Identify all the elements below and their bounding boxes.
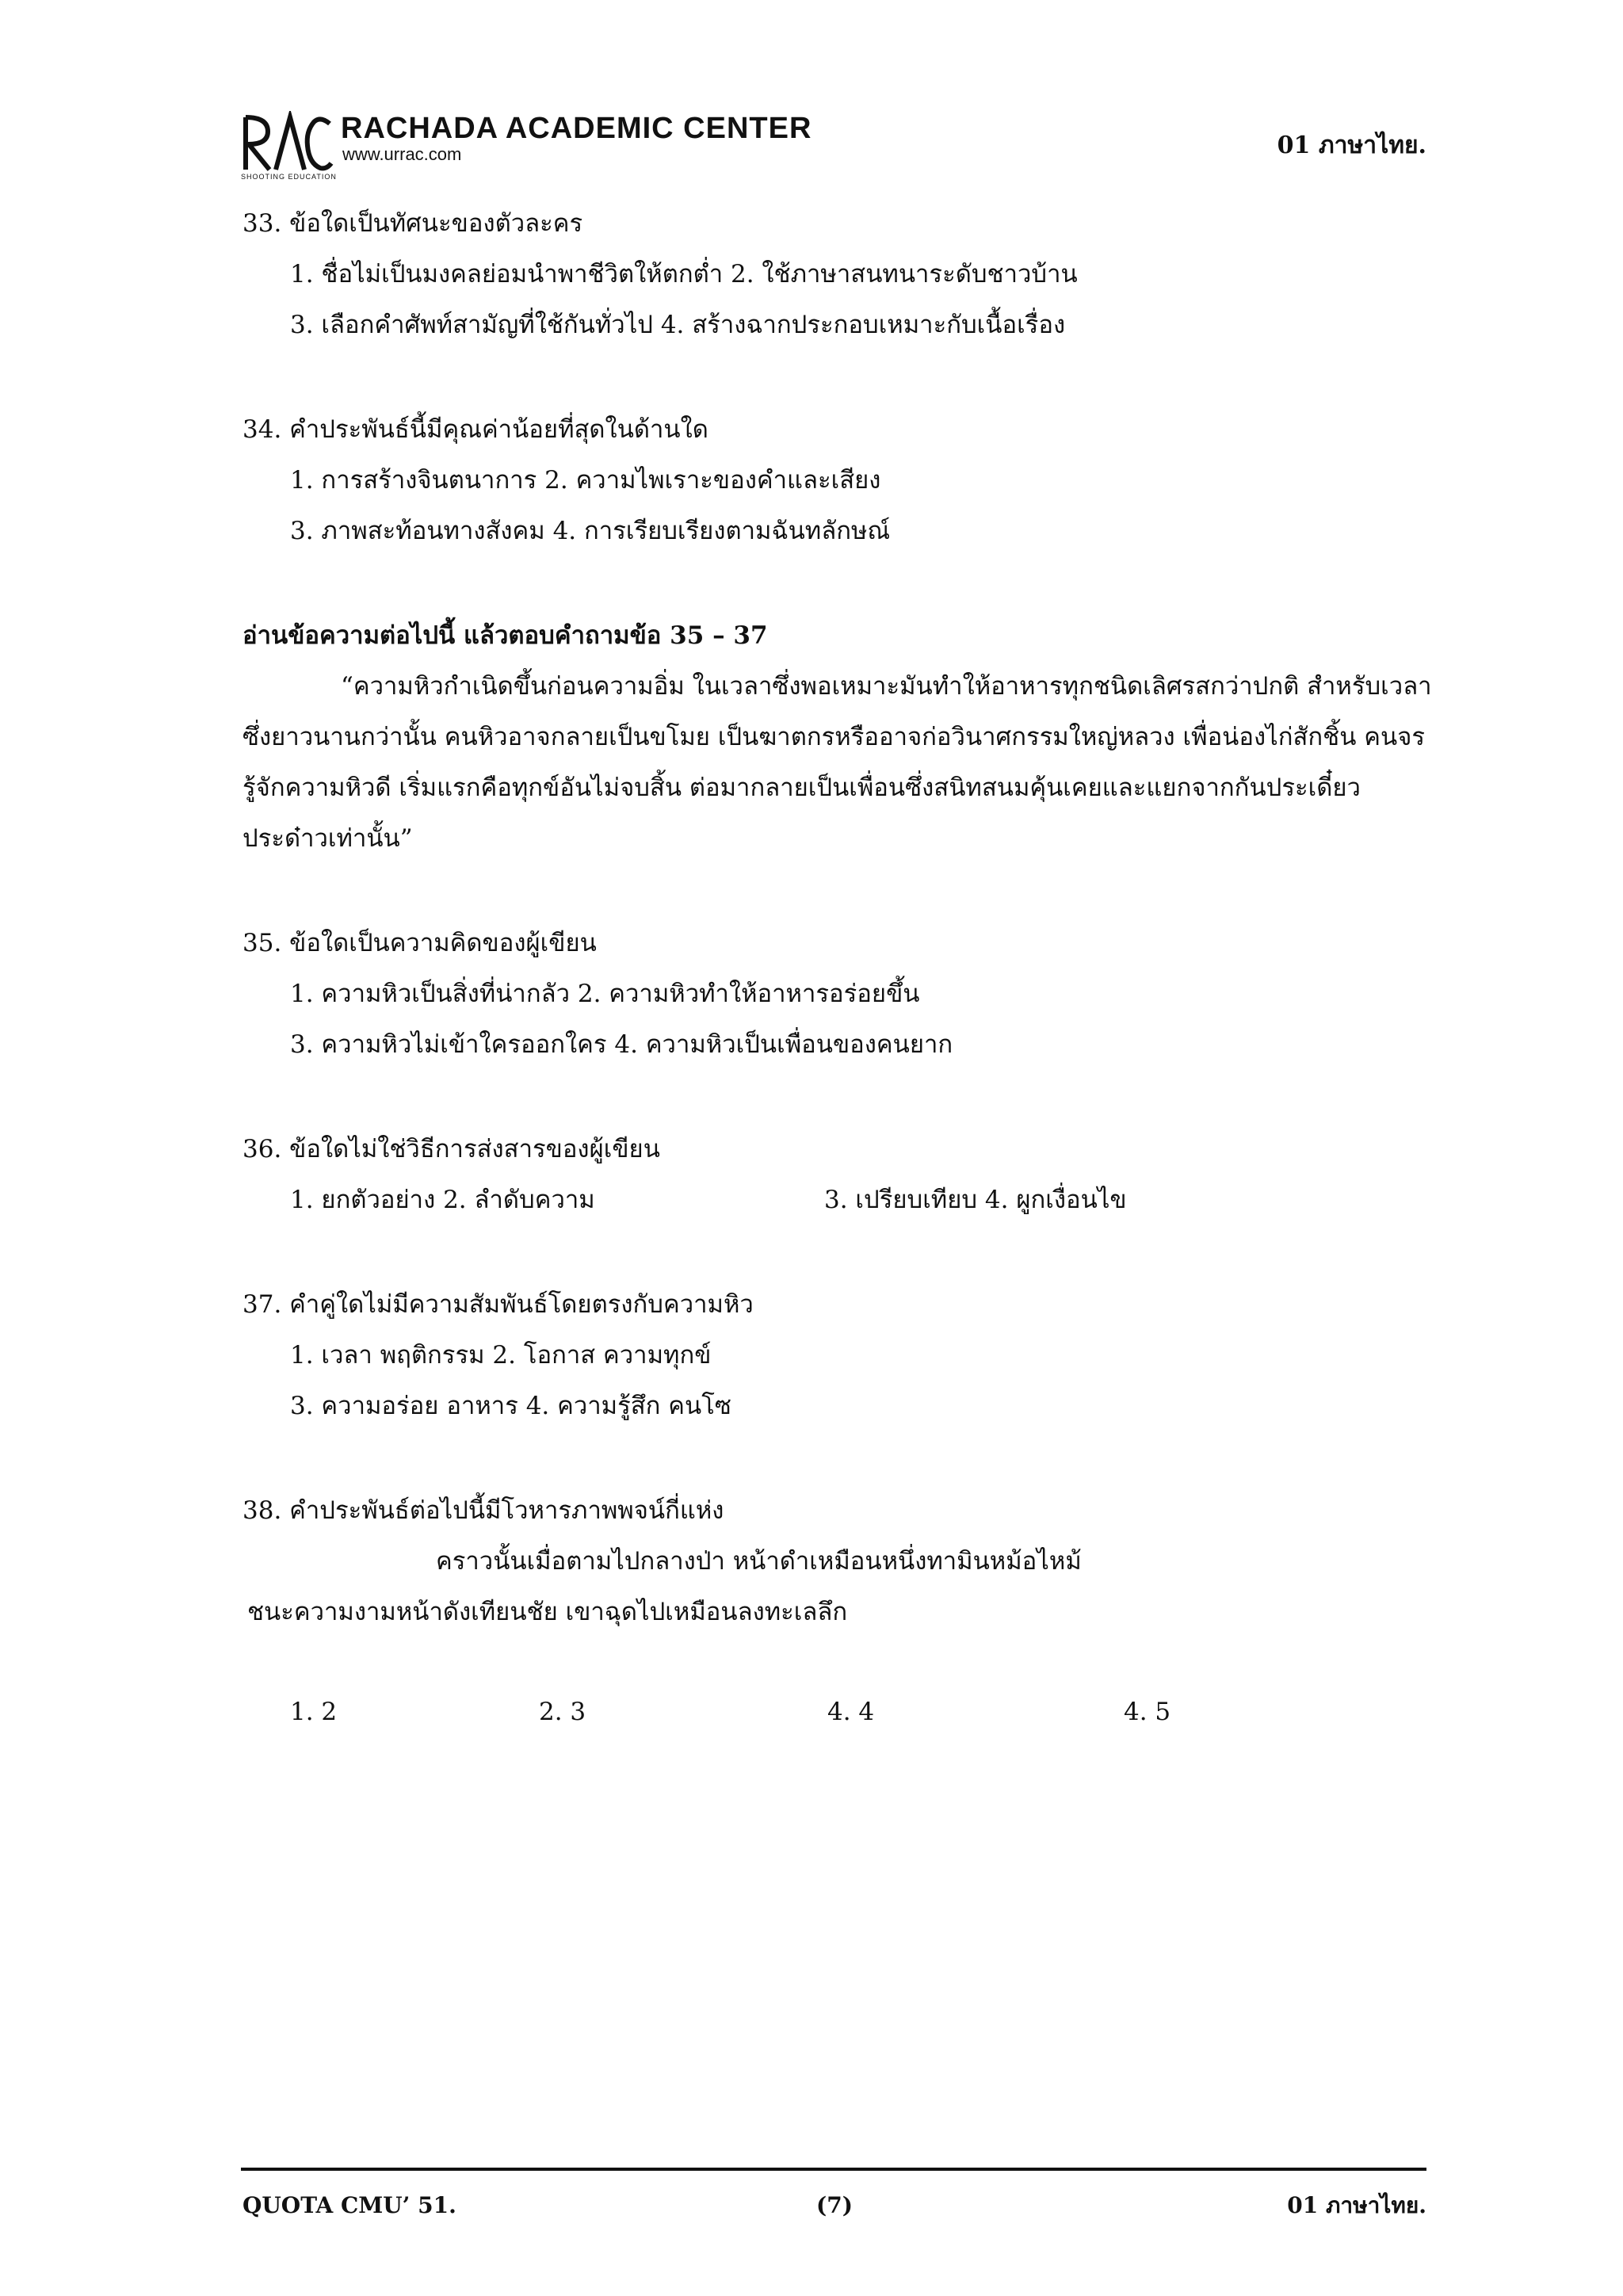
brand-title: RACHADA ACADEMIC CENTER <box>341 112 812 145</box>
question-35-stem: 35. ข้อใดเป็นความคิดของผู้เขียน <box>242 929 597 957</box>
footer-exam-name: QUOTA CMU’ 51. <box>242 2192 456 2218</box>
question-33-choices-line1: 1. ชื่อไม่เป็นมงคลย่อมนำพาชีวิตให้ตกต่ำ 2. ใช้ภาษาสนทนาระดับชาวบ้าน <box>290 260 1078 288</box>
question-36-stem: 36. ข้อใดไม่ใช่วิธีการส่งสารของผู้เขียน <box>242 1135 660 1163</box>
passage-line-2: ซึ่งยาวนานกว่านั้น คนหิวอาจกลายเป็นขโมย เป็นฆาตกรหรืออาจก่อวินาศกรรมใหญ่หลวง เพื่อน่องไก่สักชิ้น คนจร <box>242 723 1426 751</box>
question-34-choices-line2: 3. ภาพสะท้อนทางสังคม 4. การเรียบเรียงตามฉันทลักษณ์ <box>290 517 891 545</box>
passage-line-1: “ความหิวกำเนิดขึ้นก่อนความอิ่ม ในเวลาซึ่งพอเหมาะมันทำให้อาหารทุกชนิดเลิศรสกว่าปกติ สำหรับเวลา <box>341 672 1432 701</box>
question-38-choice-3: 4. 4 <box>827 1698 875 1726</box>
header-subject: 01 ภาษาไทย. <box>1277 132 1426 159</box>
passage-instruction: อ่านข้อความต่อไปนี้ แล้วตอบคำถามข้อ 35 – 37 <box>242 621 768 650</box>
passage-line-4: ประด๋าวเท่านั้น” <box>242 824 413 853</box>
question-37-choices-line2: 3. ความอร่อย อาหาร 4. ความรู้สึก คนโซ <box>290 1392 731 1420</box>
passage-line-3: รู้จักความหิวดี เริ่มแรกคือทุกข์อันไม่จบสิ้น ต่อมากลายเป็นเพื่อนซึ่งสนิทสนมคุ้นเคยและแยกจากกันประเดี๋ยว <box>242 774 1361 802</box>
question-35-choices-line2: 3. ความหิวไม่เข้าใครออกใคร 4. ความหิวเป็นเพื่อนของคนยาก <box>290 1030 953 1059</box>
question-38-stem: 38. คำประพันธ์ต่อไปนี้มีโวหารภาพพจน์กี่แห่ง <box>242 1496 724 1525</box>
footer-subject: 01 ภาษาไทย. <box>1287 2192 1426 2218</box>
question-34-stem: 34. คำประพันธ์นี้มีคุณค่าน้อยที่สุดในด้านใด <box>242 415 708 444</box>
question-36-choices-left: 1. ยกตัวอย่าง 2. ลำดับความ <box>290 1186 595 1214</box>
question-38-choice-4: 4. 5 <box>1124 1698 1171 1726</box>
brand-tagline: SHOOTING EDUCATION <box>241 173 337 181</box>
footer-divider <box>241 2168 1426 2171</box>
footer-page-number: (7) <box>816 2192 853 2218</box>
question-34-choices-line1: 1. การสร้างจินตนาการ 2. ความไพเราะของคำและเสียง <box>290 466 881 495</box>
question-38-verse-1: คราวนั้นเมื่อตามไปกลางป่า หน้าดำเหมือนหนึ่งทามินหม้อไหม้ <box>436 1547 1082 1576</box>
brand-url: www.urrac.com <box>342 144 462 164</box>
question-38-verse-2: ชนะความงามหน้าดังเทียนชัย เขาฉุดไปเหมือนลงทะเลลึก <box>247 1598 848 1626</box>
question-37-choices-line1: 1. เวลา พฤติกรรม 2. โอกาส ความทุกข์ <box>290 1341 712 1370</box>
question-38-choice-2: 2. 3 <box>539 1698 586 1726</box>
question-37-stem: 37. คำคู่ใดไม่มีความสัมพันธ์โดยตรงกับความหิว <box>242 1290 754 1319</box>
question-33-choices-line2: 3. เลือกคำศัพท์สามัญที่ใช้กันทั่วไป 4. สร้างฉากประกอบเหมาะกับเนื้อเรื่อง <box>290 311 1066 339</box>
question-38-choice-1: 1. 2 <box>290 1698 338 1726</box>
question-36-choices-right: 3. เปรียบเทียบ 4. ผูกเงื่อนไข <box>824 1186 1127 1214</box>
question-35-choices-line1: 1. ความหิวเป็นสิ่งที่น่ากลัว 2. ความหิวทำให้อาหารอร่อยขึ้น <box>290 980 920 1008</box>
question-33-stem: 33. ข้อใดเป็นทัศนะของตัวละคร <box>242 209 583 238</box>
rac-logo-icon <box>241 111 336 174</box>
